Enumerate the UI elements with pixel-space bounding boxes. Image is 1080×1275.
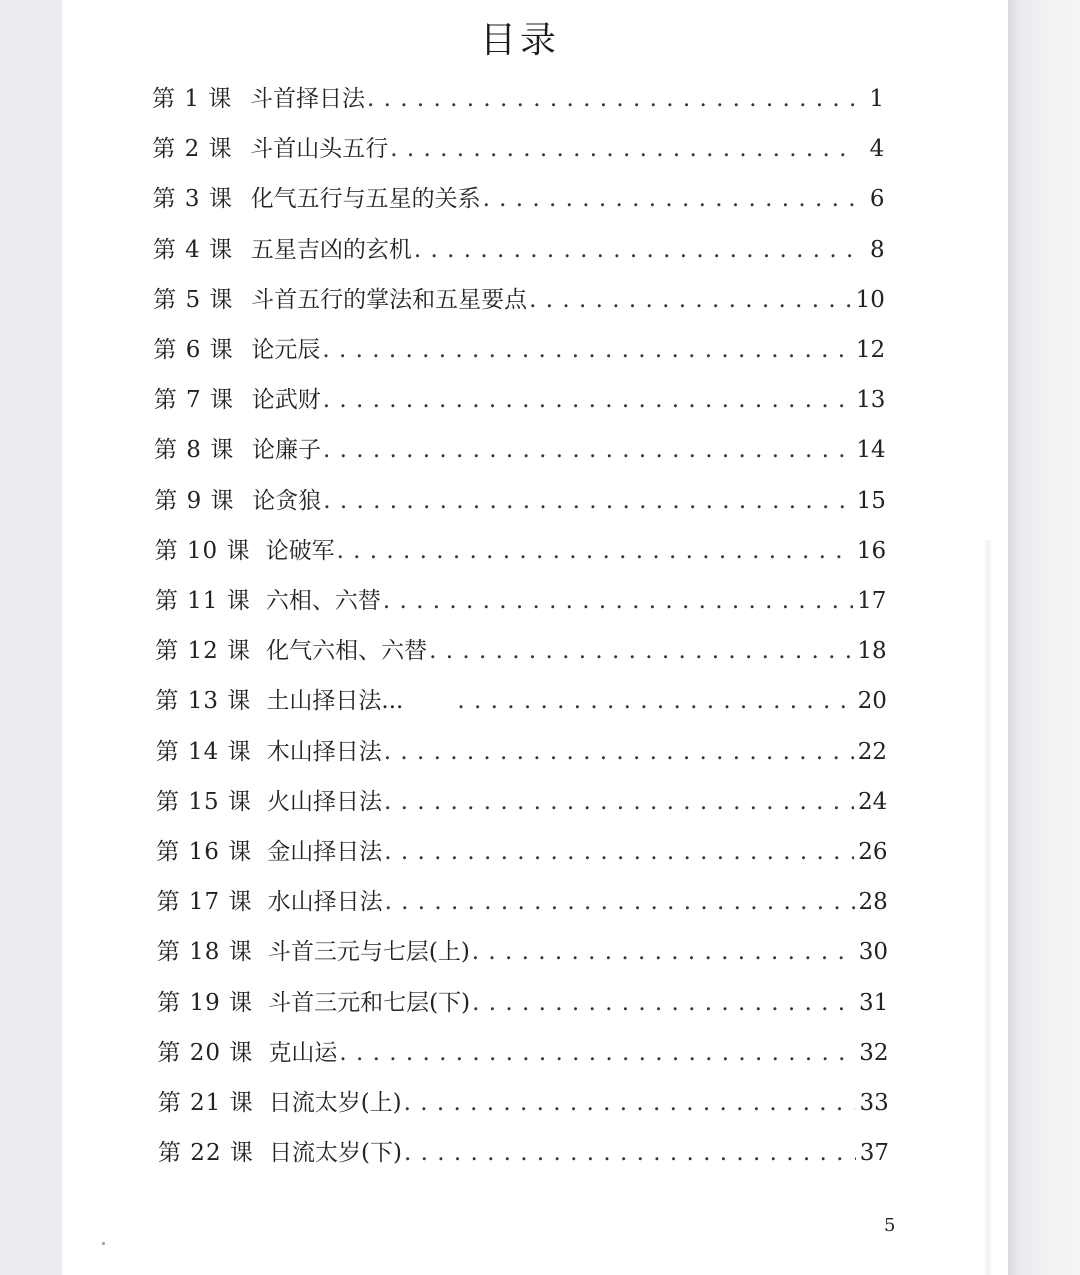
dot-leader <box>367 82 854 116</box>
toc-entry <box>153 333 885 367</box>
toc-entry <box>153 233 885 267</box>
dot-leader <box>323 484 852 518</box>
lesson-number: 第 12 课 <box>155 638 252 665</box>
toc-entry <box>156 785 887 819</box>
lesson-page-number: 30 <box>858 939 889 966</box>
lesson-page-number: 12 <box>855 337 886 363</box>
lesson-topic: 火山择日法 <box>267 788 382 815</box>
lesson-number: 第 11 课 <box>154 588 251 614</box>
lesson-topic: 化气六相、六替 <box>266 638 428 665</box>
lesson-topic: 斗首山头五行 <box>250 136 389 163</box>
toc-entry <box>155 534 887 568</box>
lesson-topic: 斗首三元与七层(上) <box>267 939 470 966</box>
scan-speck <box>102 1242 105 1245</box>
dot-leader <box>337 534 853 568</box>
lesson-page-number: 20 <box>857 688 887 715</box>
lesson-page-number: 32 <box>859 1039 889 1066</box>
dot-leader <box>472 935 855 969</box>
lesson-page-number: 8 <box>870 236 885 263</box>
lesson-page-number: 1 <box>869 86 884 112</box>
dot-leader <box>429 634 853 668</box>
toc-entry <box>155 584 887 618</box>
toc-entry <box>152 132 884 166</box>
toc-entry <box>157 885 888 919</box>
lesson-page-number: 26 <box>858 839 888 865</box>
lesson-topic: 水山择日法 <box>267 889 383 916</box>
lesson-page-number: 14 <box>856 437 886 464</box>
lesson-number: 第 22 课 <box>158 1140 254 1167</box>
lesson-number: 第 8 课 <box>154 437 235 464</box>
lesson-number: 第 13 课 <box>155 688 252 715</box>
dot-leader <box>383 584 853 618</box>
dot-leader <box>384 835 854 869</box>
toc-entry <box>157 986 888 1020</box>
lesson-topic: 日流太岁(上) <box>268 1090 402 1116</box>
toc-entry <box>158 1136 889 1170</box>
dot-leader <box>339 1036 855 1070</box>
lesson-number: 第 1 课 <box>152 86 233 112</box>
dot-leader <box>404 1086 856 1120</box>
toc-entry <box>154 484 886 518</box>
lesson-number: 第 2 课 <box>152 136 233 163</box>
toc-entry <box>157 935 888 969</box>
lesson-topic: 日流太岁(下) <box>269 1140 402 1167</box>
lesson-page-number: 18 <box>857 638 887 665</box>
lesson-topic: 六相、六替 <box>265 588 381 614</box>
lesson-topic: 论破军 <box>265 537 335 564</box>
lesson-number: 第 17 课 <box>156 889 253 916</box>
toc-entry <box>154 383 886 417</box>
dot-leader <box>323 433 852 467</box>
lesson-number: 第 5 课 <box>153 286 234 313</box>
lesson-number: 第 18 课 <box>156 939 253 966</box>
toc-entry <box>154 433 886 467</box>
toc-entry <box>153 182 885 216</box>
dot-leader <box>385 885 855 919</box>
lesson-topic: 土山择日法... <box>266 688 404 715</box>
lesson-page-number: 15 <box>856 487 886 514</box>
toc-entry <box>156 835 887 869</box>
lesson-page-number: 10 <box>855 286 885 313</box>
toc-title: 目录 <box>479 20 560 61</box>
lesson-number: 第 16 课 <box>156 839 253 865</box>
lesson-topic: 斗首五行的掌法和五星要点 <box>251 286 528 313</box>
lesson-number: 第 3 课 <box>152 186 233 213</box>
lesson-topic: 金山择日法 <box>267 839 383 865</box>
dot-leader <box>322 333 851 367</box>
lesson-page-number: 28 <box>858 889 888 916</box>
page-number: 5 <box>884 1215 896 1236</box>
lesson-page-number: 33 <box>859 1090 889 1116</box>
dot-leader <box>384 785 854 819</box>
lesson-page-number: 6 <box>869 186 885 213</box>
toc-entry <box>156 735 887 769</box>
lesson-topic: 论元辰 <box>251 337 321 363</box>
page-crease <box>984 540 992 1275</box>
dot-leader <box>323 383 852 417</box>
toc-entry <box>152 82 884 116</box>
toc-entry <box>155 634 886 668</box>
lesson-number: 第 21 课 <box>157 1090 254 1116</box>
page-edge-shadow <box>1008 0 1080 1275</box>
lesson-topic: 五星吉凶的玄机 <box>250 236 412 263</box>
lesson-number: 第 10 课 <box>154 537 251 564</box>
lesson-topic: 论廉子 <box>252 437 321 464</box>
lesson-number: 第 9 课 <box>154 487 235 514</box>
lesson-page-number: 24 <box>858 788 888 815</box>
lesson-page-number: 31 <box>859 989 889 1016</box>
lesson-number: 第 14 课 <box>155 738 252 765</box>
lesson-page-number: 17 <box>857 588 887 614</box>
dot-leader <box>384 735 854 769</box>
lesson-topic: 论贪狼 <box>252 487 322 514</box>
dot-leader <box>390 132 854 166</box>
lesson-topic: 克山运 <box>268 1039 338 1066</box>
dot-leader <box>414 233 855 267</box>
lesson-page-number: 37 <box>859 1140 889 1167</box>
lesson-number: 第 20 课 <box>157 1039 254 1066</box>
toc-entry <box>158 1086 889 1120</box>
dot-leader <box>483 182 855 216</box>
lesson-topic: 化气五行与五星的关系 <box>250 186 481 213</box>
lesson-number: 第 19 课 <box>157 989 254 1016</box>
dot-leader <box>529 283 852 317</box>
toc-entry <box>157 1036 888 1070</box>
lesson-number: 第 15 课 <box>156 788 252 815</box>
lesson-topic: 斗首三元和七层(下) <box>268 989 471 1016</box>
lesson-number: 第 7 课 <box>153 387 234 414</box>
lesson-number: 第 4 课 <box>152 236 234 263</box>
dot-leader <box>404 1136 856 1170</box>
toc-entry <box>153 283 885 317</box>
lesson-topic: 论武财 <box>251 387 321 414</box>
lesson-page-number: 4 <box>869 136 885 163</box>
lesson-page-number: 13 <box>856 387 886 414</box>
lesson-topic: 木山择日法 <box>266 738 382 765</box>
lesson-page-number: 22 <box>857 738 888 765</box>
dot-leader <box>472 986 855 1020</box>
toc-entry <box>155 684 886 718</box>
lesson-number: 第 6 课 <box>153 337 234 363</box>
dot-leader <box>457 684 853 718</box>
lesson-topic: 斗首择日法 <box>250 86 365 112</box>
lesson-page-number: 16 <box>856 537 887 564</box>
